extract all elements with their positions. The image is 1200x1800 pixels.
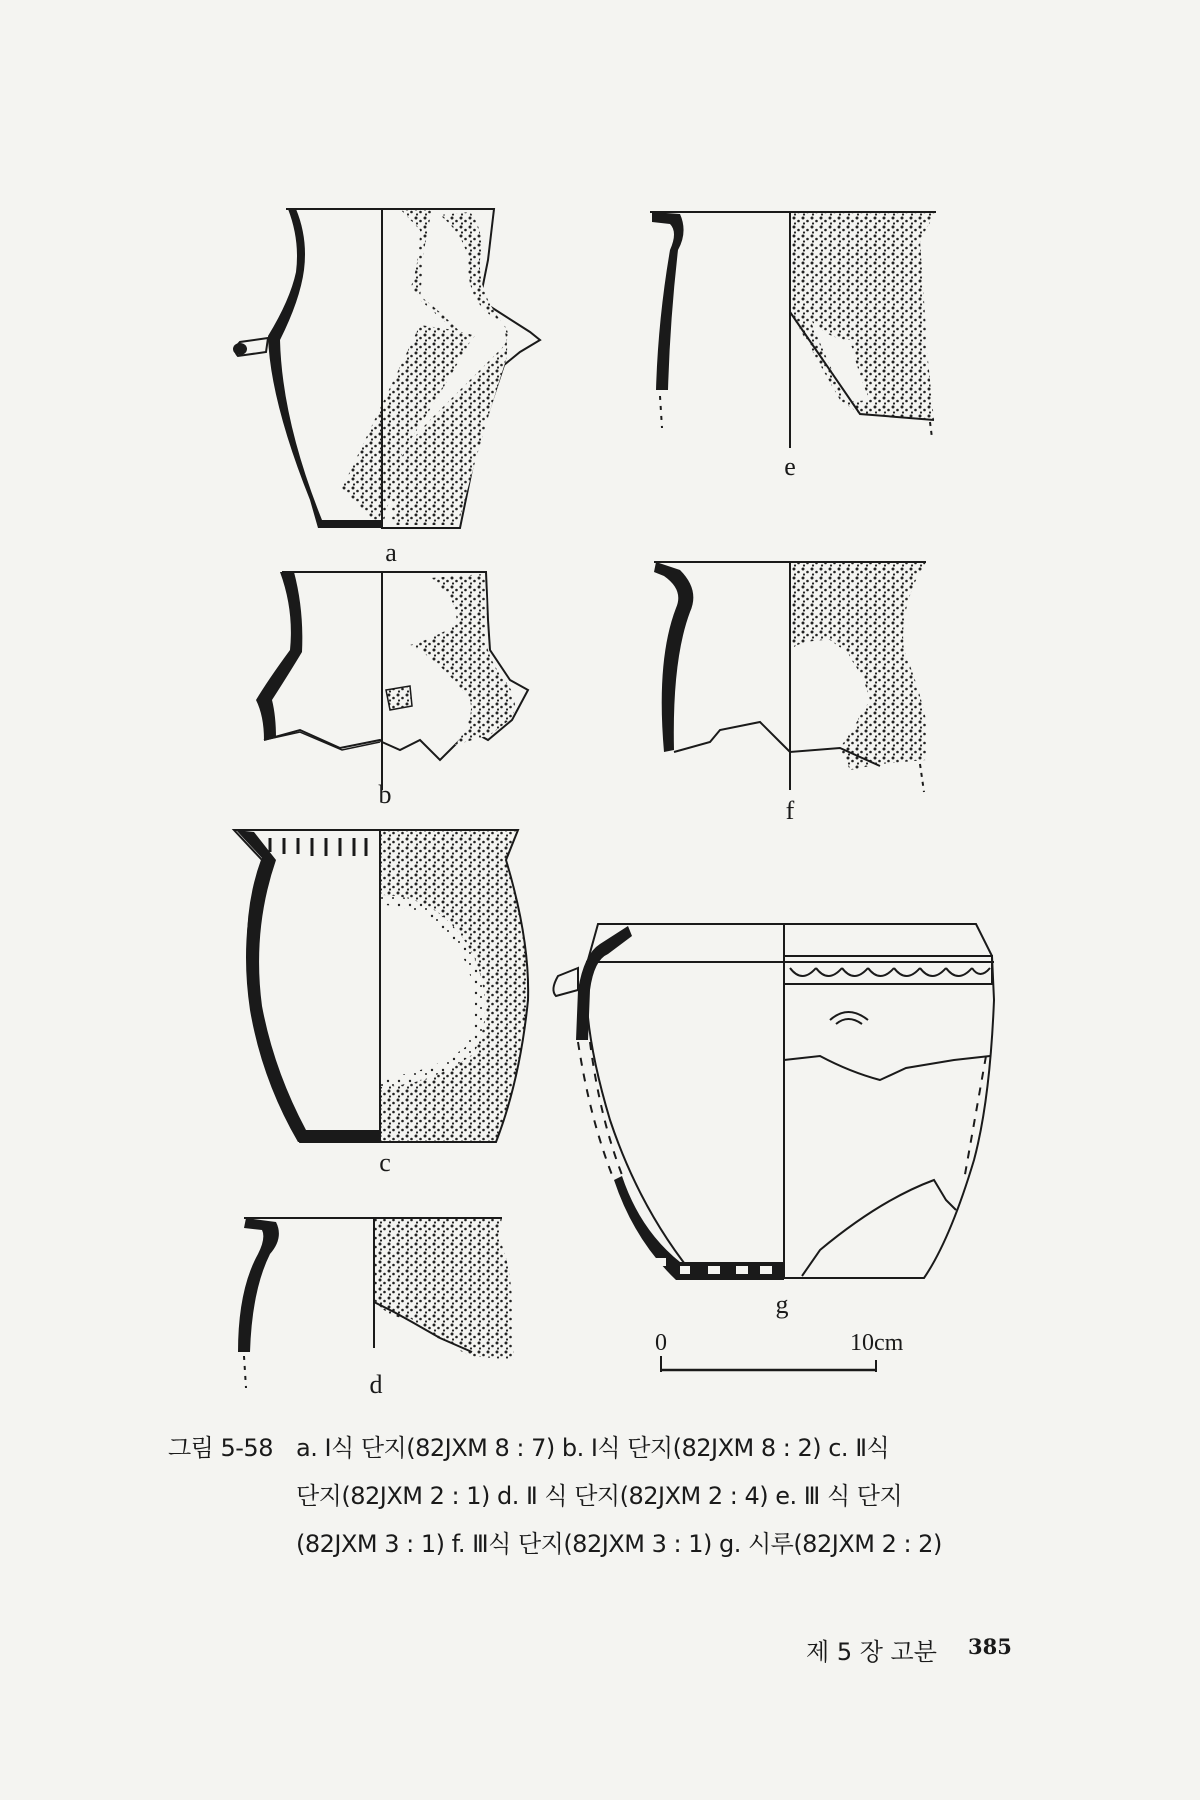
caption-line-3: (82JXM 3 : 1) f. Ⅲ식 단지(82JXM 3 : 1) g. 시루(82JXM 2 : 2): [296, 1530, 942, 1558]
vessel-c: [234, 830, 528, 1142]
vessel-a-label: a: [385, 538, 397, 567]
vessel-f: [654, 562, 926, 792]
vessel-c-label: c: [379, 1148, 391, 1177]
caption-line-2: 단지(82JXM 2 : 1) d. Ⅱ 식 단지(82JXM 2 : 4) e. Ⅲ 식 단지: [296, 1482, 903, 1510]
caption-line-1: a. Ⅰ식 단지(82JXM 8 : 7) b. Ⅰ식 단지(82JXM 8 : 2) c. Ⅱ식: [296, 1434, 890, 1462]
scale-start-label: 0: [655, 1330, 667, 1356]
vessel-f-label: f: [785, 796, 795, 825]
page-number: 385: [968, 1634, 1012, 1659]
scale-bar: [660, 1356, 876, 1372]
vessel-d: [238, 1218, 514, 1388]
vessel-g: [553, 924, 994, 1280]
vessel-g-label: g: [775, 1290, 789, 1319]
vessel-b: [256, 572, 528, 790]
scale-end-label: 10cm: [850, 1330, 904, 1356]
caption-number: 그림 5-58: [168, 1434, 273, 1462]
vessel-e: [650, 212, 936, 448]
chapter-title: 제 5 장 고분: [806, 1638, 937, 1666]
vessel-b-label: b: [378, 780, 392, 809]
vessel-a: [233, 209, 540, 528]
vessel-e-label: e: [784, 452, 796, 481]
vessel-d-label: d: [369, 1370, 383, 1399]
